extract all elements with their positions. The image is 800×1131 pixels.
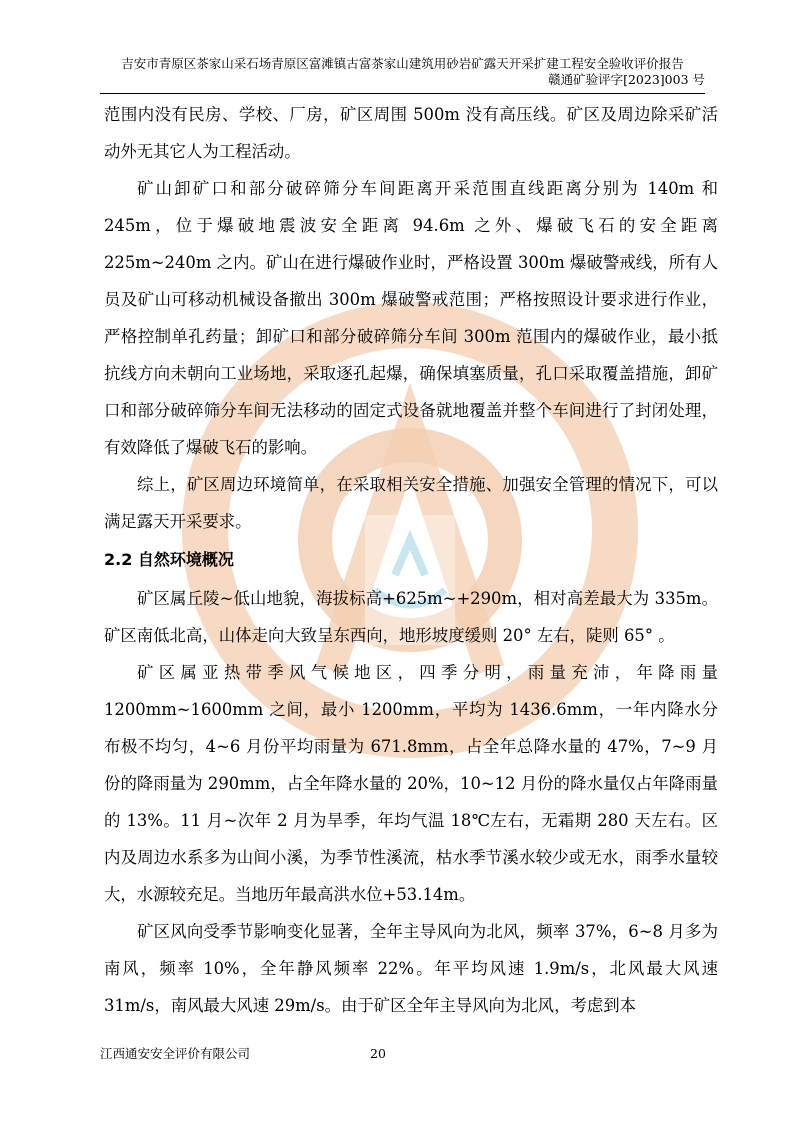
paragraph-climate: 矿区属亚热带季风气候地区，四季分明，雨量充沛，年降雨量 1200mm~1600mm 之间，最小 1200mm，平均为 1436.6mm，一年内降水分布极不均匀，4~6 月份平均雨量为 671.8mm，占全年总降水量的 47%，7~9 月份的降雨量为 290mm，占全年降水量的 20%，10~12 月份的降水量仅占年降雨量的 13%。11 月~次年 2 月为旱季，年均气温 18℃左右，无霜期 280 天左右。区内及周边水系多为山间小溪，为季节性溪流，枯水季节溪水较少或无水，雨季水量较大，水源较充足。当地历年最高洪水位+53.14m。 xyxy=(104,663,718,904)
report-code: 赣通矿验评字[2023]003 号 xyxy=(548,72,705,87)
header-divider xyxy=(100,93,705,94)
page-header xyxy=(100,56,705,88)
footer-company: 江西通安安全评价有限公司 xyxy=(100,1046,251,1061)
paragraph-blasting-safety: 矿山卸矿口和部分破碎筛分车间距离开采范围直线距离分别为 140m 和 245m，位于爆破地震波安全距离 94.6m 之外、爆破飞石的安全距离 225m~240m 之内。矿山在进行爆破作业时，严格设置 300m 爆破警戒线，所有人员及矿山可移动机械设备撤出 300m 爆破警戒范围；严格按照设计要求进行作业，严格控制单孔药量；卸矿口和部分破碎筛分车间 300m 范围内的爆破作业，最小抵抗线方向未朝向工业场地，采取逐孔起爆，确保填塞质量，孔口采取覆盖措施，卸矿口和部分破碎筛分车间无法移动的固定式设备就地覆盖并整个车间进行了封闭处理，有效降低了爆破飞石的影响。 xyxy=(104,179,718,457)
page-number: 20 xyxy=(370,1046,386,1061)
paragraph-terrain: 矿区属丘陵~低山地貌，海拔标高+625m~+290m，相对高差最大为 335m。矿区南低北高，山体走向大致呈东西向，地形坡度缓则 20° 左右，陡则 65° 。 xyxy=(104,589,718,645)
paragraph-summary: 综上，矿区周边环境简单，在采取相关安全措施、加强安全管理的情况下，可以满足露天开采要求。 xyxy=(104,475,718,531)
section-heading: 2.2 自然环境概况 xyxy=(104,550,234,569)
paragraph-wind: 矿区风向受季节影响变化显著，全年主导风向为北风，频率 37%，6~8 月多为南风，频率 10%，全年静风频率 22%。年平均风速 1.9m/s，北风最大风速 31m/s，南风最大风速 29m/s。由于矿区全年主导风向为北风，考虑到本 xyxy=(104,922,718,1015)
paragraph-surroundings-continued: 范围内没有民房、学校、厂房，矿区周围 500m 没有高压线。矿区及周边除采矿活动外无其它人为工程活动。 xyxy=(104,105,718,161)
report-title: 吉安市青原区茶家山采石场青原区富滩镇古富茶家山建筑用砂岩矿露天开采扩建工程安全验收评价报告 xyxy=(121,56,684,71)
document-body xyxy=(104,96,718,1024)
